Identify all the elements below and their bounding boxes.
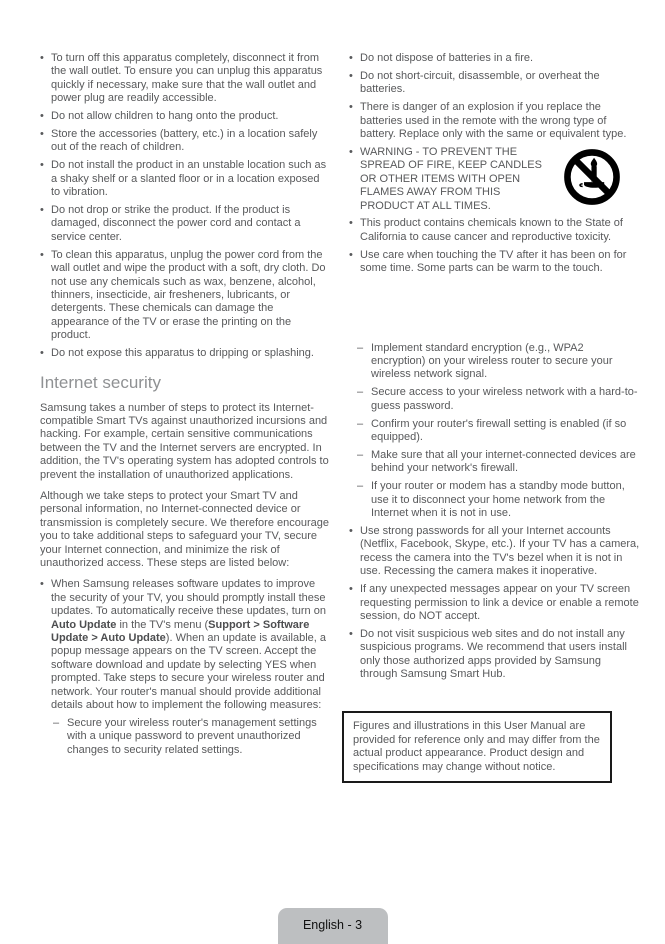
list-item-text: Do not visit suspicious web sites and do not install any suspicious programs. We recommend that users install only those authorized apps provided by Samsung through Samsung Smart Hub. — [360, 627, 627, 681]
dash-list-item — [357, 342, 640, 382]
network-security-dash-list — [349, 342, 640, 521]
bullet-marker: • — [349, 248, 353, 261]
dash-list-item — [357, 449, 640, 476]
dash-list-item — [357, 386, 640, 413]
list-item — [40, 159, 331, 199]
warning-row — [360, 146, 640, 213]
list-item-text: To turn off this apparatus completely, disconnect it from the wall outlet. To ensure you can unplug this apparatus quickly if necessary, make sure that the wall outlet and power plug are readily accessible. — [51, 52, 323, 105]
bullet-marker: • — [349, 627, 353, 640]
dash-marker: – — [357, 341, 364, 354]
list-item — [40, 128, 331, 155]
dash-item-text: Implement standard encryption (e.g., WPA2 encryption) on your wireless router to secure your wireless network signal. — [371, 341, 613, 381]
fire-warning-item — [349, 146, 640, 213]
fire-warning-content — [360, 146, 640, 213]
bullet-marker: • — [349, 524, 353, 537]
bullet-marker: • — [349, 52, 353, 64]
list-item — [349, 101, 640, 141]
list-item — [349, 628, 640, 682]
list-item — [349, 249, 640, 276]
bullet-marker: • — [349, 217, 353, 230]
list-item — [40, 204, 331, 244]
list-item-text: If any unexpected messages appear on your TV screen requesting permission to link a device or enable a remote session, do NOT accept. — [360, 583, 639, 622]
battery-safety-list — [349, 52, 640, 276]
bullet-marker: • — [40, 110, 44, 123]
dash-item-text: Make sure that all your internet-connected devices are behind your network's firewall. — [371, 448, 636, 475]
account-security-list — [349, 525, 640, 681]
sub-list-item-text: Secure your wireless router's management settings with a unique password to prevent unauthorized changes to security related settings. — [67, 716, 317, 756]
list-item-text: Do not install the product in an unstable location such as a shaky shelf or a slanted floor or in a location exposed to vibration. — [51, 159, 327, 199]
disclaimer-note-box: Figures and illustrations in this User Manual are provided for reference only and may differ from the actual product appearance. Product design and specifications may change without notice. — [342, 711, 612, 783]
no-open-flames-icon — [562, 147, 622, 207]
bullet-marker: • — [349, 69, 353, 82]
dash-marker: – — [357, 448, 364, 461]
list-item — [349, 525, 640, 579]
dash-item-text: Confirm your router's firewall setting is enabled (if so equipped). — [371, 417, 627, 444]
paragraph: Although we take steps to protect your Smart TV and personal information, no Internet-connected device or transmission is completely secure. We therefore encourage you to take additional steps to safeguard your TV, secure your Internet connection, and minimize the risk of unauthorized access. These steps are listed below: — [40, 489, 329, 569]
right-column — [349, 52, 640, 783]
list-item-text: Do not allow children to hang onto the product. — [51, 110, 279, 123]
footer-page-label: English - 3 — [302, 918, 363, 933]
list-item — [349, 70, 640, 97]
list-item-text: There is danger of an explosion if you replace the batteries used in the remote with the wrong type of battery. Replace only with the same or equivalent type. — [360, 101, 627, 141]
warning-text: WARNING - TO PREVENT THE SPREAD OF FIRE, KEEP CANDLES OR OTHER ITEMS WITH OPEN FLAMES AWAY FROM THIS PRODUCT AT ALL TIMES. — [360, 145, 542, 212]
list-item-text: Store the accessories (battery, etc.) in a location safely out of the reach of children. — [51, 128, 318, 154]
internet-security-heading: Internet security — [40, 372, 161, 392]
bullet-marker: • — [349, 583, 353, 596]
dash-item-text: If your router or modem has a standby mode button, use it to disconnect your home network from the Internet when it is not in use. — [371, 480, 625, 520]
bullet-marker: • — [40, 204, 44, 217]
dash-marker: – — [357, 417, 364, 430]
dash-marker: – — [53, 716, 60, 729]
footer-page-tab — [278, 908, 388, 944]
bullet-marker: • — [349, 145, 353, 158]
dash-marker: – — [357, 386, 364, 399]
list-item — [40, 578, 331, 712]
router-measures-sublist — [53, 717, 331, 757]
bullet-marker: • — [40, 578, 44, 591]
list-item-text: Use care when touching the TV after it has been on for some time. Some parts can be warm to the touch. — [360, 248, 627, 275]
list-item-text: Use strong passwords for all your Internet accounts (Netflix, Facebook, Skype, etc.). If your TV has a camera, recess the camera into the TV's bezel when it is not in use. Recessing the camera makes it inoperative. — [360, 524, 640, 578]
dash-list-item — [357, 480, 640, 520]
paragraph: Samsung takes a number of steps to protect its Internet-compatible Smart TVs against unauthorized incursions and hacking. For example, certain sensitive communications between the TV and the Internet servers are encrypted. In addition, the TV's operating system has adopted controls to prevent the installation of unauthorized applications. — [40, 401, 329, 481]
list-item — [40, 249, 331, 343]
bullet-marker: • — [40, 52, 44, 64]
list-item — [349, 217, 640, 244]
list-item — [349, 52, 640, 65]
list-item-text: Do not drop or strike the product. If the product is damaged, disconnect the power cord and contact a service center. — [51, 204, 301, 243]
list-item — [40, 110, 331, 123]
bullet-marker: • — [40, 159, 44, 172]
bullet-marker: • — [40, 347, 44, 360]
list-item-text: Do not short-circuit, disassemble, or overheat the batteries. — [360, 69, 600, 96]
dash-item-text: Secure access to your wireless network with a hard-to-guess password. — [371, 386, 638, 412]
list-item — [349, 583, 640, 623]
sub-list-item — [53, 717, 331, 757]
list-item — [40, 347, 331, 360]
list-item-text: Do not dispose of batteries in a fire. — [360, 52, 534, 64]
auto-update-instructions: When Samsung releases software updates to improve the security of your TV, you should promptly install these updates. To automatically receive these updates, turn on Auto Update in the TV's menu (Support > Software Update > Auto Update). When an update is available, a popup message appears on the TV screen. Accept the software download and update by selecting YES when prompted. Take steps to secure your wireless router and network. Your router's manual should provide additional details about how to implement the following measures: — [51, 578, 327, 712]
list-item-text: This product contains chemicals known to the State of California to cause cancer and reproductive toxicity. — [360, 217, 623, 243]
list-item-text: Do not expose this apparatus to dripping or splashing. — [51, 347, 314, 360]
dash-marker: – — [357, 480, 364, 493]
bullet-marker: • — [40, 248, 44, 261]
update-steps-list — [40, 578, 331, 757]
left-column — [40, 52, 331, 783]
bullet-marker: • — [349, 101, 353, 114]
dash-list-item — [357, 418, 640, 445]
list-item — [40, 52, 331, 106]
bullet-marker: • — [40, 128, 44, 141]
safety-bullet-list — [40, 52, 331, 361]
list-item-text: To clean this apparatus, unplug the power cord from the wall outlet and wipe the product with a soft, dry cloth. Do not use any chemicals such as wax, benzene, alcohol, thinners, insecticide, air fresheners, lubricants, or detergents. These chemicals can damage the appearance of the TV or erase the printing on the product. — [51, 248, 326, 342]
